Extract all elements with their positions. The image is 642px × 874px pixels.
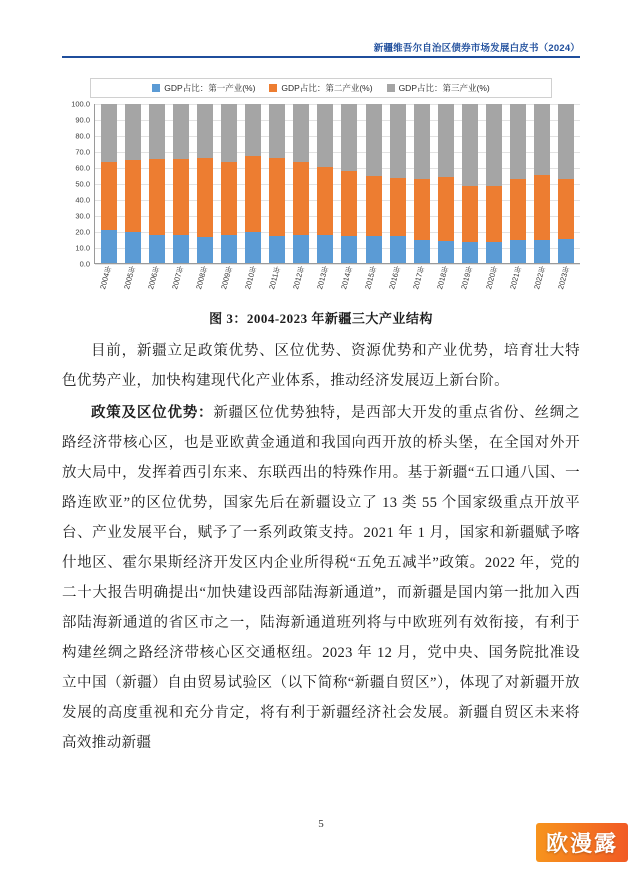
bar-segment [510,104,526,179]
bar-segment [293,235,309,263]
bar-segment [173,235,189,263]
bar-column [221,104,237,263]
x-axis-label: 2021年 [507,264,523,291]
bar-column [197,104,213,263]
bar-segment [269,158,285,236]
x-axis-label: 2023年 [555,264,571,291]
chart-bars [95,104,580,263]
bar-segment [173,104,189,159]
bar-column [173,104,189,263]
body-text [62,336,580,760]
page-number: 5 [318,818,324,830]
bar-segment [486,104,502,186]
bar-segment [414,179,430,240]
x-axis-label: 2008年 [194,264,210,291]
legend-swatch-icon [269,84,277,92]
legend-label: GDP占比：第三产业(%) [398,83,490,93]
bar-segment [149,159,165,235]
bar-segment [510,179,526,240]
x-axis-label: 2014年 [339,264,355,291]
bar-segment [197,237,213,263]
bar-segment [390,178,406,236]
bar-segment [221,235,237,263]
gridline [95,264,580,265]
bar-segment [197,158,213,237]
x-axis-label: 2020年 [483,264,499,291]
bar-segment [486,242,502,263]
bar-segment [486,186,502,242]
bar-segment [438,177,454,241]
bar-segment [269,104,285,158]
bar-segment [125,104,141,160]
y-axis-tick: 100.0 [71,99,90,109]
bar-segment [462,104,478,186]
bar-segment [293,104,309,162]
bar-column [245,104,261,263]
x-axis-label: 2018年 [435,264,451,291]
bar-segment [245,156,261,232]
watermark: 欧漫露 [536,823,628,862]
bar-segment [390,236,406,263]
x-axis-label: 2019年 [459,264,475,291]
bar-segment [149,235,165,263]
bar-column [317,104,333,263]
y-axis-tick: 70.0 [75,147,90,157]
bar-column [293,104,309,263]
bar-segment [414,104,430,179]
bar-column [486,104,502,263]
bar-column [149,104,165,263]
bar-segment [173,159,189,234]
bar-column [390,104,406,263]
y-axis-tick: 50.0 [75,179,90,189]
x-axis-label: 2015年 [363,264,379,291]
bar-segment [341,104,357,171]
bar-column [125,104,141,263]
x-axis-label: 2022年 [531,264,547,291]
paragraph-2 [62,398,580,758]
bar-segment [438,104,454,177]
legend-item [269,82,372,94]
bar-segment [245,232,261,263]
bar-segment [101,104,117,162]
bar-column [366,104,382,263]
y-axis-tick: 40.0 [75,195,90,205]
x-axis-label: 2009年 [218,264,234,291]
bar-segment [558,179,574,239]
bar-segment [149,104,165,159]
chart-plot [94,104,580,264]
y-axis-tick: 80.0 [75,131,90,141]
bar-segment [293,162,309,235]
bar-segment [414,240,430,263]
x-axis-label: 2016年 [387,264,403,291]
bar-column [462,104,478,263]
bar-segment [125,160,141,232]
paragraph-1: 目前，新疆立足政策优势、区位优势、资源优势和产业优势，培育壮大特色优势产业，加快构建现代化产业体系，推动经济发展迈上新台阶。 [62,343,580,389]
bar-column [101,104,117,263]
paragraph-2-body: 新疆区位优势独特，是西部大开发的重点省份、丝绸之路经济带核心区，也是亚欧黄金通道和我国向西开放的桥头堡，在全国对外开放大局中，发挥着西引东来、东联西出的特殊作用。基于新疆“五口通八国、一路连欧亚”的区位优势，国家先后在新疆设立了 13 类 55 个国家级重点开放平台、产业发展平台，赋予了一系列政策支持。2021 年 1 月，国家和新疆赋予喀什地区、霍尔果斯经济开发区内企业所得税“五免五减半”政策。2022 年，党的二十大报告明确提出“加快建设西部陆海新通道”，而新疆是国内第一批加入西部陆海新通道的省区市之一，陆海新通道班列将与中欧班列有效衔接，有利于构建丝绸之路经济带核心区交通枢纽。2023 年 12 月，党中央、国务院批准设立中国（新疆）自由贸易试验区（以下简称“新疆自贸区”），体现了对新疆开放发展的高度重视和充分肯定，将有利于新疆经济社会发展。新疆自贸区未来将高效推动新疆 [62,405,580,751]
bar-segment [341,171,357,237]
bar-segment [269,236,285,263]
paragraph-2-lead: 政策及区位优势： [91,405,214,421]
x-axis-label: 2010年 [242,264,258,291]
bar-segment [462,186,478,242]
bar-column [438,104,454,263]
header-divider [62,56,580,58]
x-axis-label: 2011年 [266,265,282,291]
x-axis-label: 2006年 [146,264,162,291]
legend-label: GDP占比：第二产业(%) [281,83,373,93]
x-axis-label: 2013年 [314,264,330,291]
bar-segment [366,104,382,176]
bar-segment [101,230,117,263]
y-axis-tick: 30.0 [75,211,90,221]
x-axis-label: 2012年 [290,264,306,291]
chart-x-axis [94,266,580,290]
bar-segment [245,104,261,156]
chart-y-axis [62,99,94,269]
x-axis-label: 2007年 [170,264,186,291]
bar-column [269,104,285,263]
bar-segment [462,242,478,263]
legend-item [152,82,255,94]
bar-segment [438,241,454,263]
legend-label: GDP占比：第一产业(%) [164,83,256,93]
bar-segment [125,232,141,263]
bar-column [341,104,357,263]
x-axis-label: 2017年 [411,264,427,291]
y-axis-tick: 0.0 [79,259,90,269]
bar-segment [317,167,333,235]
x-axis-label: 2004年 [98,264,114,291]
bar-segment [510,240,526,263]
chart-plot-area [62,99,580,291]
x-axis-label: 2005年 [122,264,138,291]
figure-caption: 图 3：2004-2023 年新疆三大产业结构 [209,311,433,326]
bar-segment [101,162,117,231]
y-axis-tick: 10.0 [75,243,90,253]
y-axis-tick: 20.0 [75,227,90,237]
bar-segment [558,239,574,263]
bar-segment [534,104,550,175]
figure-chart [62,78,580,291]
legend-swatch-icon [152,84,160,92]
bar-segment [221,104,237,162]
y-axis-tick: 90.0 [75,115,90,125]
bar-segment [317,104,333,167]
bar-column [534,104,550,263]
bar-segment [390,104,406,178]
bar-segment [221,162,237,234]
bar-segment [317,235,333,263]
bar-segment [197,104,213,158]
bar-column [414,104,430,263]
bar-segment [366,176,382,237]
bar-column [510,104,526,263]
legend-item [387,82,490,94]
bar-segment [534,175,550,240]
bar-segment [558,104,574,179]
bar-segment [366,236,382,263]
bar-column [558,104,574,263]
y-axis-tick: 60.0 [75,163,90,173]
chart-legend [90,78,552,98]
page-header: 新疆维吾尔自治区债券市场发展白皮书（2024） [373,43,580,54]
bar-segment [341,236,357,263]
legend-swatch-icon [387,84,395,92]
bar-segment [534,240,550,263]
